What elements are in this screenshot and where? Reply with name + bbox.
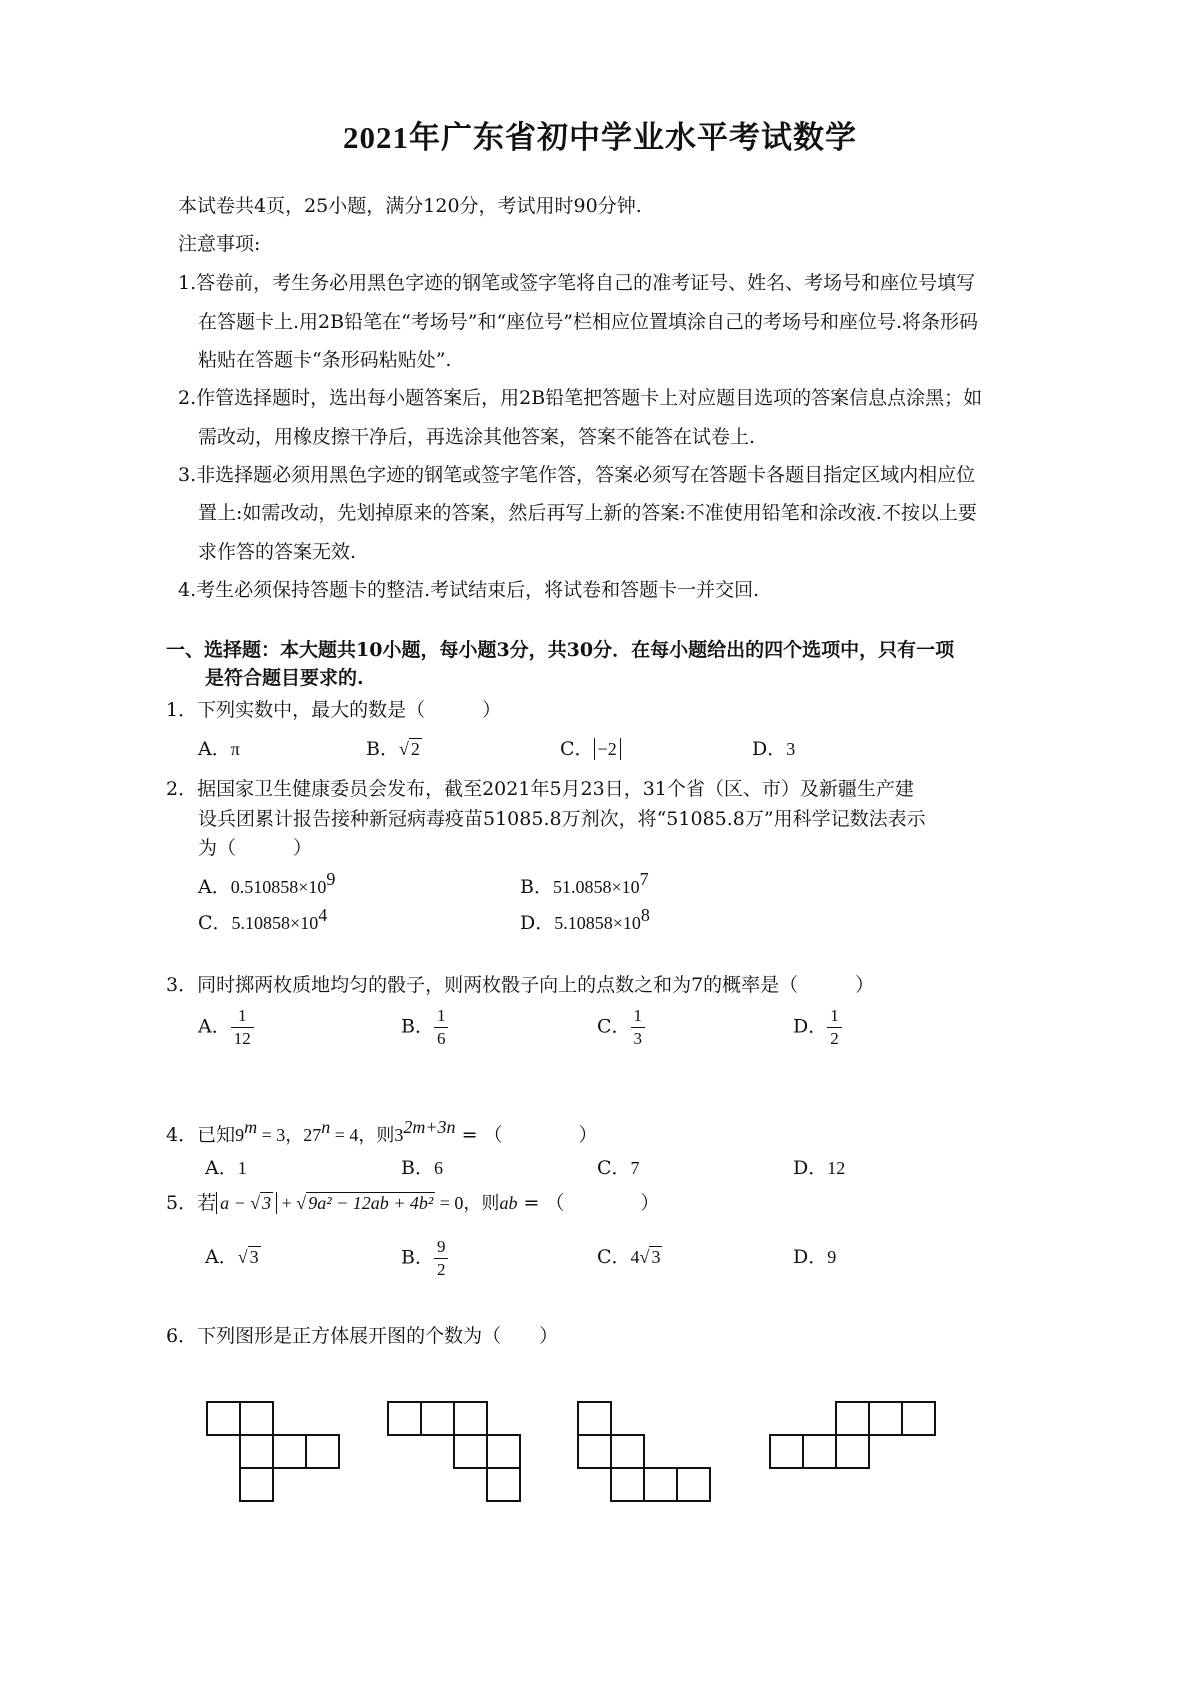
q1-option-a: A．π (198, 738, 240, 760)
q4-option-a: A．1 (205, 1157, 247, 1179)
q3-option-a: A． $\frac{1}{12}$ (198, 1005, 254, 1050)
q1-option-b: B．√ 2 (366, 738, 420, 760)
notice-heading: 注意事项: (178, 233, 261, 255)
intro-text: 本试卷共4页，25小题，满分120分，考试用时90分钟. (178, 195, 642, 217)
note-1-line-3: 粘贴在答题卡“条形码粘贴处”. (198, 349, 452, 371)
q4-option-c: C．7 (597, 1157, 640, 1179)
q2-stem-line-3: 为（ ） (198, 837, 313, 859)
q2-option-c: C．$5.10858\times 10^4$ (198, 905, 328, 934)
q5-option-c: C．4√ 3 (597, 1246, 661, 1268)
q5-option-d: D．9 (793, 1246, 837, 1268)
q2-option-b: B．$51.0858\times 10^7$ (520, 869, 649, 898)
q3-option-d: D． $\frac{1}{2}$ (793, 1005, 842, 1050)
q4-option-d: D．12 (793, 1157, 846, 1179)
q1-option-c: C． −2 (560, 736, 621, 762)
q1-stem: 1．下列实数中，最大的数是（ ） (166, 699, 502, 721)
note-4-line-1: 4.考生必须保持答题卡的整洁.考试结束后，将试卷和答题卡一并交回. (178, 579, 760, 601)
cube-nets-figure (0, 1400, 1200, 1580)
note-2-line-1: 2.作管选择题时，选出每小题答案后，用2B铅笔把答题卡上对应题目选项的答案信息点涂黑；如 (178, 387, 983, 409)
cube-net-4 (770, 1402, 935, 1468)
note-3-line-1: 3.非选择题必须用黑色字迹的钢笔或签字笔作答，答案必须写在答题卡各题目指定区域内相应位 (178, 464, 976, 486)
cube-net-2 (388, 1402, 520, 1501)
note-3-line-3: 求作答的答案无效. (198, 541, 357, 563)
q2-stem-line-2: 设兵团累计报告接种新冠病毒疫苗51085.8万剂次，将“51085.8万”用科学记数法表示 (198, 808, 926, 830)
cube-net-1 (207, 1402, 339, 1501)
q2-option-a: A．$0.510858\times 10^9$ (198, 869, 336, 898)
cube-net-3 (578, 1402, 710, 1501)
q6-stem: 6．下列图形是正方体展开图的个数为（ ） (166, 1325, 559, 1347)
q3-stem: 3．同时掷两枚质地均匀的骰子，则两枚骰子向上的点数之和为7的概率是（ ） (166, 974, 875, 996)
exam-title: 2021年广东省初中学业水平考试数学 (343, 120, 857, 155)
q2-stem-line-1: 2．据国家卫生健康委员会发布，截至2021年5月23日，31个省（区、市）及新疆生产建 (166, 778, 914, 800)
note-1-line-1: 1.答卷前，考生务必用黑色字迹的钢笔或签字笔将自己的准考证号、姓名、考场号和座位号填写 (178, 272, 976, 294)
q3-option-c: C． $\frac{1}{3}$ (597, 1005, 645, 1050)
q5-option-a: A．√ 3 (205, 1246, 259, 1268)
note-2-line-2: 需改动，用橡皮擦干净后，再选涂其他答案，答案不能答在试卷上. (198, 426, 756, 448)
section-heading-line-1: 一、选择题：本大题共10小题，每小题3分，共30分．在每小题给出的四个选项中，只有一项 (166, 639, 955, 661)
q3-option-b: B． $\frac{1}{6}$ (401, 1005, 448, 1050)
q5-option-b: B． $\frac{9}{2}$ (401, 1236, 448, 1281)
q5-stem: 5．若 a − √ 3 + √ 9a² − 12ab + 4b² = 0，则ab = （ ） (166, 1192, 660, 1214)
note-1-line-2: 在答题卡上.用2B铅笔在“考场号”和“座位号”栏相应位置填涂自己的考场号和座位号.将条形码 (198, 311, 978, 333)
note-3-line-2: 置上:如需改动，先划掉原来的答案，然后再写上新的答案:不准使用铅笔和涂改液.不按以上要 (198, 502, 977, 524)
q2-option-d: D．$5.10858\times 10^8$ (520, 905, 650, 934)
q4-stem: 4．已知$9^m = 3$，$27^n = 4$，则$3^{2m+3n}$ = （ ） (166, 1117, 598, 1146)
q4-option-b: B．6 (401, 1157, 443, 1179)
section-heading-line-2: 是符合题目要求的. (205, 667, 364, 689)
q1-option-d: D．3 (752, 738, 796, 760)
